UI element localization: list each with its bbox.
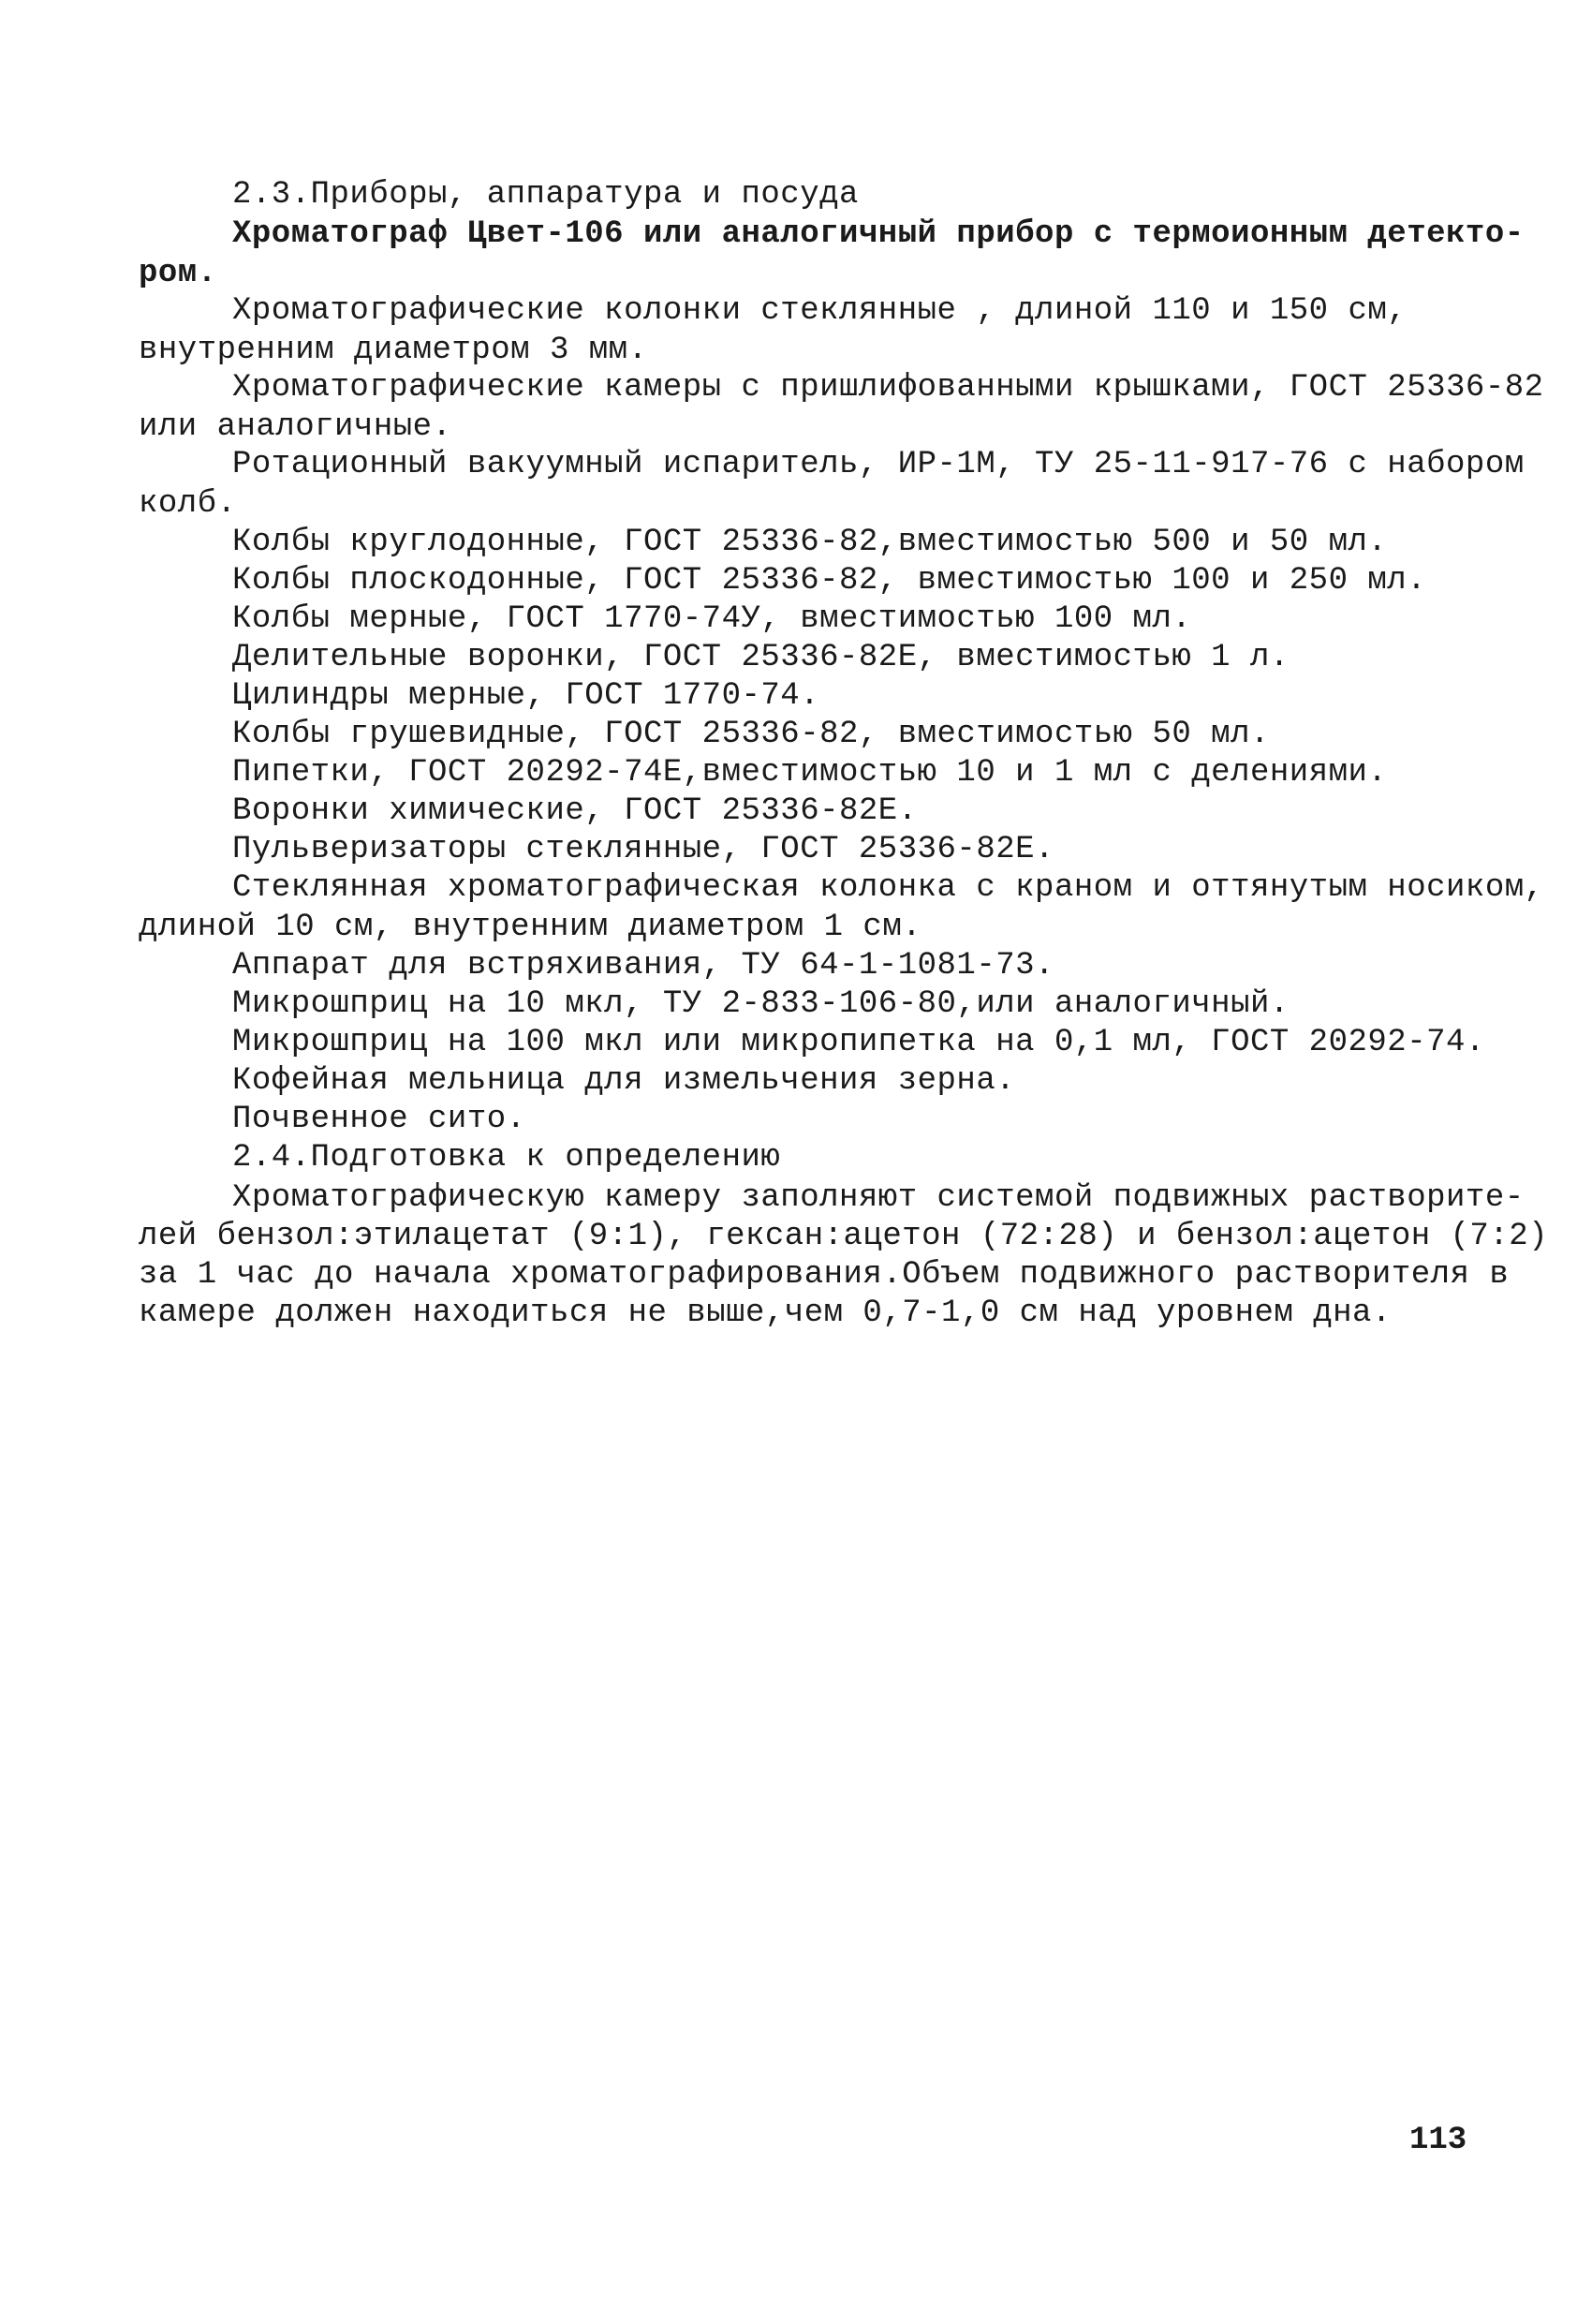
text-line: Стеклянная хроматографическая колонка с краном и оттянутым носиком, [232, 870, 1544, 906]
section-heading-2-4: 2.4.Подготовка к определению [232, 1140, 781, 1176]
text-line: колб. [139, 486, 237, 522]
paragraph-line: камере должен находиться не выше,чем 0,7-1,0 см над уровнем дна. [139, 1295, 1392, 1331]
section-heading-2-3: 2.3.Приборы, аппаратура и посуда [232, 177, 859, 213]
paragraph-line: за 1 час до начала хроматографирования.Объем подвижного растворителя в [139, 1257, 1510, 1293]
text-line: Почвенное сито. [232, 1102, 526, 1137]
text-line: или аналогичные. [139, 409, 452, 445]
text-line: Микрошприц на 10 мкл, ТУ 2-833-106-80,или аналогичный. [232, 986, 1290, 1022]
text-line: Колбы мерные, ГОСТ 1770-74У, вместимостью 100 мл. [232, 601, 1192, 637]
text-line: Микрошприц на 100 мкл или микропипетка на 0,1 мл, ГОСТ 20292-74. [232, 1025, 1485, 1060]
text-line: ром. [139, 256, 217, 291]
text-line: Ротационный вакуумный испаритель, ИР-1М, ТУ 25-11-917-76 с набором [232, 447, 1525, 482]
text-line: Кофейная мельница для измельчения зерна. [232, 1063, 1016, 1099]
text-line: Колбы грушевидные, ГОСТ 25336-82, вместимостью 50 мл. [232, 717, 1270, 752]
text-line: Аппарат для встряхивания, ТУ 64-1-1081-73. [232, 948, 1054, 984]
text-line: Хроматографические камеры с пришлифованными крышками, ГОСТ 25336-82 [232, 370, 1544, 406]
paragraph-line: Хроматографическую камеру заполняют системой подвижных растворите- [232, 1180, 1525, 1216]
text-line: Пульверизаторы стеклянные, ГОСТ 25336-82Е. [232, 832, 1054, 867]
text-line: Цилиндры мерные, ГОСТ 1770-74. [232, 678, 820, 714]
text-line: Воронки химические, ГОСТ 25336-82Е. [232, 793, 918, 829]
text-line: Колбы круглодонные, ГОСТ 25336-82,вместимостью 500 и 50 мл. [232, 525, 1388, 560]
paragraph-line: лей бензол:этилацетат (9:1), гексан:ацетон (72:28) и бензол:ацетон (7:2) [139, 1219, 1549, 1254]
text-line: Колбы плоскодонные, ГОСТ 25336-82, вместимостью 100 и 250 мл. [232, 563, 1427, 599]
text-line: Делительные воронки, ГОСТ 25336-82Е, вместимостью 1 л. [232, 640, 1290, 675]
page-number: 113 [1409, 2123, 1467, 2158]
text-line: длиной 10 см, внутренним диаметром 1 см. [139, 910, 922, 945]
text-line: Хроматограф Цвет-106 или аналогичный прибор с термоионным детекто- [232, 216, 1525, 252]
text-line: Хроматографические колонки стеклянные , длиной 110 и 150 см, [232, 293, 1408, 329]
text-line: Пипетки, ГОСТ 20292-74Е,вместимостью 10 и 1 мл с делениями. [232, 755, 1388, 791]
text-line: внутренним диаметром 3 мм. [139, 333, 648, 368]
